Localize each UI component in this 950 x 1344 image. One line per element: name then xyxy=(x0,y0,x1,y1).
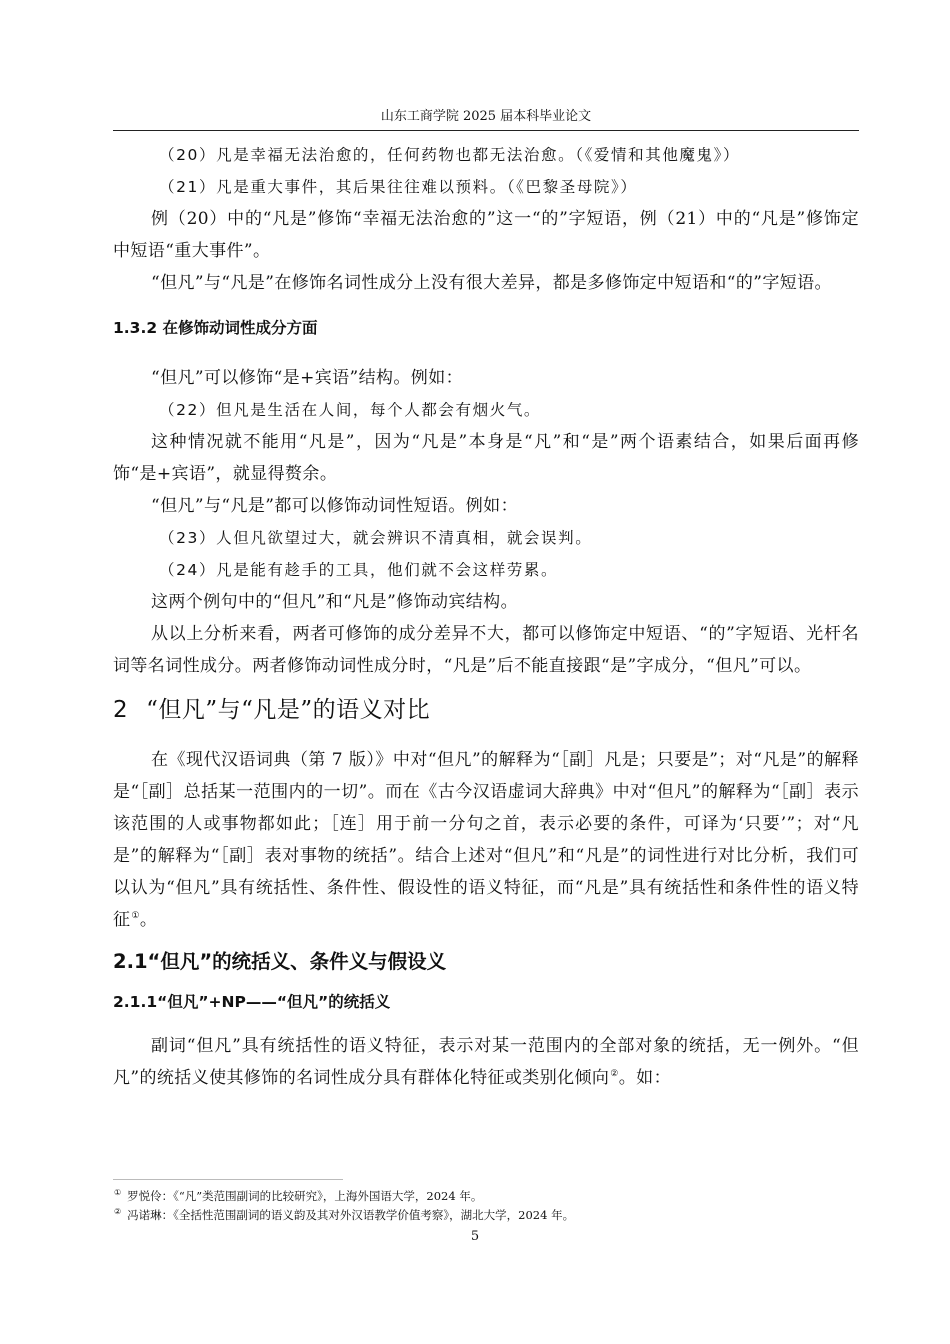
paragraph-example-analysis: 例（20）中的“凡是”修饰“幸福无法治愈的”这一“的”字短语，例（21）中的“凡是”修饰定中短语“重大事件”。 xyxy=(113,209,859,261)
paragraph-verb-phrases: “但凡”与“凡是”都可以修饰动词性短语。例如： xyxy=(151,496,518,516)
adverb-text-end: 。如： xyxy=(618,1068,671,1088)
paragraph-cannot-use: 这种情况就不能用“凡是”，因为“凡是”本身是“凡”和“是”两个语素结合，如果后面再修饰“是+宾语”，就显得赘余。 xyxy=(113,432,859,484)
footnote-text: 冯诺琳：《全括性范围副词的语义韵及其对外汉语教学价值考察》，湖北大学，2024 年。 xyxy=(127,1208,575,1222)
example-22: （22）但凡是生活在人间，每个人都会有烟火气。 xyxy=(159,401,542,419)
footnote-1 xyxy=(113,1187,859,1206)
footnote-mark: ② xyxy=(114,1207,122,1217)
section-heading-2-1: 2.1“但凡”的统括义、条件义与假设义 xyxy=(113,950,447,973)
adverb-text: 副词“但凡”具有统括性的语义特征，表示对某一范围内的全部对象的统括，无一例外。“但凡”的统括义使其修饰的名词性成分具有群体化特征或类别化倾向 xyxy=(113,1036,859,1088)
running-header: 山东工商学院 2025 届本科毕业论文 xyxy=(380,109,592,124)
page-number: 5 xyxy=(470,1229,480,1244)
footnote-2 xyxy=(113,1206,859,1225)
paragraph-noun-summary: “但凡”与“凡是”在修饰名词性成分上没有很大差异，都是多修饰定中短语和“的”字短语。 xyxy=(151,273,832,293)
example-23: （23）人但凡欲望过大，就会辨识不清真相，就会误判。 xyxy=(159,529,593,547)
example-21: （21）凡是重大事件，其后果往往难以预料。（《巴黎圣母院》） xyxy=(159,178,638,196)
paragraph-adverb-semantics xyxy=(113,1030,859,1094)
paragraph-shi-bin: “但凡”可以修饰“是+宾语”结构。例如： xyxy=(151,368,464,388)
footnote-divider xyxy=(113,1179,343,1180)
header-divider xyxy=(113,130,859,131)
dictionary-text: 在《现代汉语词典（第 7 版）》中对“但凡”的解释为“［副］凡是；只要是”；对“凡是”的解释是“［副］总括某一范围内的一切”。而在《古今汉语虚词大辞典》中对“但凡”的解释为“［副］表示该范围的人或事物都如此；［连］用于前一分句之首，表示必要的条件，可译为‘只要’”；对“凡是”的解释为“［副］表对事物的统括”。结合上述对“但凡”和“凡是”的词性进行对比分析，我们可以认为“但凡”具有统括性、条件性、假设性的语义特征，而“凡是”具有统括性和条件性的语义特征 xyxy=(113,750,859,930)
paragraph-two-examples: 这两个例句中的“但凡”和“凡是”修饰动宾结构。 xyxy=(151,592,518,612)
footnote-ref-2[interactable]: ② xyxy=(610,1069,619,1080)
paragraph-dictionary-definitions xyxy=(113,744,859,936)
paragraph-analysis-summary: 从以上分析来看，两者可修饰的成分差异不大，都可以修饰定中短语、“的”字短语、光杆名词等名词性成分。两者修饰动词性成分时，“凡是”后不能直接跟“是”字成分，“但凡”可以。 xyxy=(113,624,859,676)
footnote-ref-1[interactable]: ① xyxy=(131,911,140,922)
footnote-text: 罗悦伶：《“凡”类范围副词的比较研究》，上海外国语大学，2024 年。 xyxy=(127,1189,483,1203)
dictionary-text-end: 。 xyxy=(139,910,158,930)
chapter-title: “但凡”与“凡是”的语义对比 xyxy=(146,697,431,723)
section-heading-2-1-1: 2.1.1“但凡”+NP——“但凡”的统括义 xyxy=(113,993,391,1011)
chapter-number: 2 xyxy=(113,697,129,723)
section-heading-1-3-2: 1.3.2 在修饰动词性成分方面 xyxy=(113,319,318,337)
body-text xyxy=(113,139,859,1094)
footnote-mark: ① xyxy=(114,1188,122,1198)
example-20: （20）凡是幸福无法治愈的，任何药物也都无法治愈。（《爱情和其他魔鬼》） xyxy=(159,146,741,164)
example-24: （24）凡是能有趁手的工具，他们就不会这样劳累。 xyxy=(159,561,559,579)
footnotes xyxy=(113,1187,859,1225)
chapter-heading-2 xyxy=(113,694,859,726)
